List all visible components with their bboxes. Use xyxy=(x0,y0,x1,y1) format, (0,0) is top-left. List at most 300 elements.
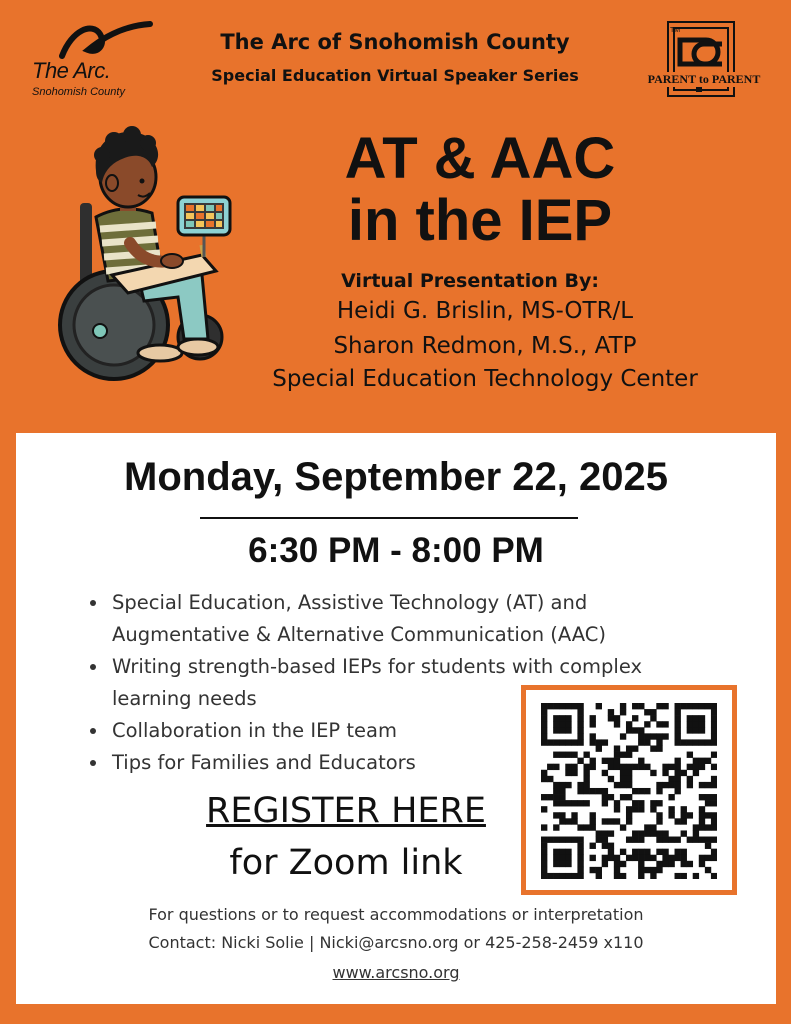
qr-module xyxy=(577,733,583,739)
qr-module xyxy=(565,739,571,745)
qr-module xyxy=(541,727,547,733)
event-title-line-2: in the IEP xyxy=(347,188,613,253)
qr-module xyxy=(571,800,577,806)
qr-module xyxy=(626,806,632,812)
qr-module xyxy=(693,703,699,709)
qr-module xyxy=(541,770,547,776)
qr-module xyxy=(547,776,553,782)
qr-module xyxy=(571,703,577,709)
qr-module xyxy=(711,703,717,709)
qr-module xyxy=(668,812,674,818)
qr-module xyxy=(565,855,571,861)
qr-module xyxy=(626,745,632,751)
qr-module xyxy=(565,721,571,727)
qr-module xyxy=(638,861,644,867)
qr-module xyxy=(602,837,608,843)
qr-module xyxy=(656,782,662,788)
qr-module xyxy=(675,855,681,861)
qr-module xyxy=(693,824,699,830)
zoom-link-note: for Zoom link xyxy=(229,843,463,883)
qr-module xyxy=(602,843,608,849)
qr-module xyxy=(577,758,583,764)
qr-module xyxy=(626,794,632,800)
qr-module xyxy=(541,776,547,782)
qr-module xyxy=(541,703,547,709)
arc-logo xyxy=(28,20,158,102)
qr-module xyxy=(711,709,717,715)
qr-module xyxy=(620,782,626,788)
qr-module xyxy=(583,788,589,794)
qr-module xyxy=(675,739,681,745)
qr-module xyxy=(553,764,559,770)
presenter-1: Heidi G. Brislin, MS-OTR/L xyxy=(336,298,634,324)
qr-module xyxy=(662,830,668,836)
qr-module xyxy=(656,867,662,873)
qr-module xyxy=(705,824,711,830)
presented-by-label: Virtual Presentation By: xyxy=(341,270,599,292)
qr-module xyxy=(577,782,583,788)
qr-module xyxy=(614,867,620,873)
qr-module xyxy=(620,794,626,800)
qr-module xyxy=(699,715,705,721)
qr-module xyxy=(614,782,620,788)
qr-module xyxy=(705,758,711,764)
qr-module xyxy=(644,849,650,855)
qr-module xyxy=(675,758,681,764)
event-time: 6:30 PM - 8:00 PM xyxy=(248,531,544,570)
qr-module xyxy=(596,867,602,873)
qr-module xyxy=(602,830,608,836)
qr-module xyxy=(571,812,577,818)
qr-module xyxy=(681,770,687,776)
qr-module xyxy=(541,721,547,727)
qr-module xyxy=(687,764,693,770)
qr-module xyxy=(650,867,656,873)
qr-module xyxy=(596,873,602,879)
qr-module xyxy=(687,703,693,709)
qr-module xyxy=(662,703,668,709)
qr-module xyxy=(687,727,693,733)
qr-module xyxy=(571,818,577,824)
qr-module xyxy=(590,812,596,818)
qr-module xyxy=(559,837,565,843)
qr-module xyxy=(644,830,650,836)
qr-module xyxy=(590,867,596,873)
qr-module xyxy=(553,715,559,721)
qr-module xyxy=(614,873,620,879)
qr-module xyxy=(650,715,656,721)
qr-module xyxy=(675,776,681,782)
qr-module xyxy=(559,794,565,800)
qr-module xyxy=(608,794,614,800)
qr-module xyxy=(644,733,650,739)
qr-module xyxy=(699,764,705,770)
qr-module xyxy=(656,861,662,867)
qr-module xyxy=(699,727,705,733)
qr-module xyxy=(656,830,662,836)
qr-module xyxy=(614,855,620,861)
event-details-panel xyxy=(16,433,776,1004)
qr-module xyxy=(693,715,699,721)
qr-module xyxy=(559,721,565,727)
qr-module xyxy=(699,739,705,745)
qr-module xyxy=(596,739,602,745)
qr-module xyxy=(644,855,650,861)
qr-module xyxy=(559,703,565,709)
footer-contact: Contact: Nicki Solie | Nicki@arcsno.org or 425-258-2459 x110 xyxy=(148,933,644,952)
qr-module xyxy=(571,837,577,843)
qr-module xyxy=(565,800,571,806)
qr-module xyxy=(705,703,711,709)
qr-module xyxy=(632,727,638,733)
qr-module xyxy=(626,782,632,788)
qr-module xyxy=(711,812,717,818)
topic-item: Collaboration in the IEP team xyxy=(88,715,648,747)
qr-module xyxy=(699,837,705,843)
qr-module xyxy=(626,770,632,776)
qr-module xyxy=(577,800,583,806)
qr-module xyxy=(559,727,565,733)
qr-module xyxy=(626,727,632,733)
qr-module xyxy=(705,837,711,843)
qr-module xyxy=(590,733,596,739)
qr-module xyxy=(705,800,711,806)
qr-module xyxy=(559,855,565,861)
qr-module xyxy=(711,721,717,727)
qr-module xyxy=(638,733,644,739)
qr-module xyxy=(687,812,693,818)
qr-module xyxy=(614,764,620,770)
qr-module xyxy=(711,739,717,745)
qr-module xyxy=(699,758,705,764)
qr-module xyxy=(608,830,614,836)
qr-module xyxy=(687,782,693,788)
qr-module xyxy=(571,764,577,770)
qr-module xyxy=(602,818,608,824)
qr-module xyxy=(559,849,565,855)
qr-module xyxy=(675,837,681,843)
qr-module xyxy=(711,855,717,861)
qr-module xyxy=(705,812,711,818)
qr-module xyxy=(699,703,705,709)
divider xyxy=(200,517,578,519)
qr-module xyxy=(553,727,559,733)
qr-module xyxy=(620,824,626,830)
qr-module xyxy=(644,709,650,715)
qr-module xyxy=(632,849,638,855)
qr-module xyxy=(602,770,608,776)
qr-module xyxy=(638,849,644,855)
qr-module xyxy=(650,830,656,836)
qr-module xyxy=(699,721,705,727)
qr-module xyxy=(693,721,699,727)
qr-module xyxy=(650,806,656,812)
qr-module xyxy=(596,788,602,794)
qr-module xyxy=(668,837,674,843)
qr-module xyxy=(644,824,650,830)
qr-module xyxy=(565,770,571,776)
qr-module xyxy=(662,721,668,727)
qr-module xyxy=(711,752,717,758)
qr-module xyxy=(632,806,638,812)
qr-module xyxy=(547,837,553,843)
qr-module xyxy=(583,824,589,830)
qr-module xyxy=(656,837,662,843)
qr-module xyxy=(711,764,717,770)
qr-module xyxy=(681,806,687,812)
qr-module xyxy=(626,812,632,818)
qr-module xyxy=(681,739,687,745)
qr-module xyxy=(693,770,699,776)
qr-module xyxy=(705,867,711,873)
qr-module xyxy=(681,812,687,818)
qr-module xyxy=(675,770,681,776)
qr-module xyxy=(675,733,681,739)
qr-module xyxy=(711,782,717,788)
qr-module xyxy=(638,830,644,836)
qr-module xyxy=(681,818,687,824)
qr-module xyxy=(638,703,644,709)
qr-module xyxy=(638,855,644,861)
qr-module xyxy=(608,758,614,764)
qr-module xyxy=(559,873,565,879)
qr-module xyxy=(590,721,596,727)
qr-module xyxy=(608,764,614,770)
qr-module xyxy=(547,739,553,745)
qr-module xyxy=(693,873,699,879)
qr-module xyxy=(632,715,638,721)
qr-module xyxy=(577,824,583,830)
qr-module xyxy=(553,752,559,758)
qr-module xyxy=(559,812,565,818)
qr-module xyxy=(693,764,699,770)
arc-logo-icon xyxy=(58,20,158,60)
qr-module xyxy=(638,800,644,806)
qr-module xyxy=(620,733,626,739)
qr-module xyxy=(571,873,577,879)
qr-module xyxy=(638,837,644,843)
qr-module xyxy=(590,788,596,794)
qr-module xyxy=(608,843,614,849)
qr-module xyxy=(668,855,674,861)
qr-module xyxy=(565,752,571,758)
qr-module xyxy=(662,733,668,739)
arc-logo-name: The Arc. xyxy=(32,58,111,83)
qr-module xyxy=(565,703,571,709)
qr-module xyxy=(614,745,620,751)
qr-module xyxy=(656,800,662,806)
qr-module xyxy=(675,788,681,794)
qr-module xyxy=(602,861,608,867)
qr-module xyxy=(559,861,565,867)
qr-module xyxy=(681,849,687,855)
qr-module xyxy=(650,709,656,715)
qr-module xyxy=(590,818,596,824)
qr-module xyxy=(656,721,662,727)
qr-module xyxy=(620,861,626,867)
presenter-organization: Special Education Technology Center xyxy=(272,366,698,392)
qr-module xyxy=(620,873,626,879)
qr-module xyxy=(711,818,717,824)
qr-module xyxy=(553,782,559,788)
qr-module xyxy=(577,837,583,843)
qr-module xyxy=(626,764,632,770)
organization-title: The Arc of Snohomish County xyxy=(220,30,570,54)
qr-module xyxy=(632,855,638,861)
qr-module xyxy=(693,758,699,764)
qr-code-icon xyxy=(541,703,717,879)
qr-module xyxy=(711,727,717,733)
qr-module xyxy=(662,849,668,855)
qr-module xyxy=(602,788,608,794)
qr-module xyxy=(559,788,565,794)
qr-module xyxy=(656,812,662,818)
qr-module xyxy=(650,855,656,861)
qr-module xyxy=(675,849,681,855)
qr-module xyxy=(687,715,693,721)
qr-module xyxy=(596,837,602,843)
qr-module xyxy=(577,843,583,849)
qr-module xyxy=(577,867,583,873)
qr-module xyxy=(632,764,638,770)
qr-module xyxy=(650,745,656,751)
qr-module xyxy=(632,837,638,843)
qr-module xyxy=(675,873,681,879)
topic-item: Special Education, Assistive Technology (AT) and Augmentative & Alternative Communication (AAC) xyxy=(88,587,648,651)
qr-module xyxy=(577,873,583,879)
qr-module xyxy=(675,703,681,709)
register-link[interactable]: REGISTER HERE xyxy=(206,791,486,831)
qr-module xyxy=(662,855,668,861)
qr-module xyxy=(590,855,596,861)
qr-module xyxy=(632,788,638,794)
website-link[interactable]: www.arcsno.org xyxy=(332,963,460,982)
qr-module xyxy=(541,715,547,721)
qr-module xyxy=(608,855,614,861)
qr-module xyxy=(632,800,638,806)
qr-module xyxy=(687,752,693,758)
qr-module xyxy=(553,739,559,745)
qr-module xyxy=(590,764,596,770)
qr-module xyxy=(662,837,668,843)
qr-module xyxy=(650,800,656,806)
qr-module xyxy=(571,752,577,758)
qr-module xyxy=(614,715,620,721)
qr-module xyxy=(693,739,699,745)
qr-module xyxy=(693,727,699,733)
qr-module xyxy=(656,818,662,824)
qr-module xyxy=(577,721,583,727)
qr-module xyxy=(626,752,632,758)
qr-module xyxy=(656,733,662,739)
qr-module xyxy=(620,703,626,709)
qr-module xyxy=(614,800,620,806)
qr-module xyxy=(656,703,662,709)
qr-module xyxy=(608,709,614,715)
qr-module xyxy=(577,788,583,794)
qr-module xyxy=(541,733,547,739)
qr-module xyxy=(559,800,565,806)
qr-module xyxy=(565,818,571,824)
qr-module xyxy=(699,818,705,824)
qr-module xyxy=(711,800,717,806)
qr-module xyxy=(705,794,711,800)
qr-module xyxy=(565,727,571,733)
qr-module xyxy=(632,745,638,751)
qr-module xyxy=(638,806,644,812)
qr-module xyxy=(626,776,632,782)
qr-module xyxy=(614,721,620,727)
qr-module xyxy=(577,739,583,745)
qr-module xyxy=(583,776,589,782)
qr-module xyxy=(559,818,565,824)
qr-module xyxy=(662,770,668,776)
qr-module xyxy=(687,721,693,727)
qr-module xyxy=(577,861,583,867)
qr-module xyxy=(553,703,559,709)
qr-module xyxy=(711,849,717,855)
qr-module xyxy=(711,794,717,800)
qr-module xyxy=(681,873,687,879)
qr-module xyxy=(705,855,711,861)
qr-module xyxy=(675,727,681,733)
qr-module xyxy=(711,837,717,843)
qr-module xyxy=(638,739,644,745)
qr-module xyxy=(675,721,681,727)
parent-to-parent-logo xyxy=(630,18,780,102)
qr-module xyxy=(638,727,644,733)
qr-module xyxy=(577,703,583,709)
qr-module xyxy=(644,721,650,727)
qr-module xyxy=(620,776,626,782)
qr-module xyxy=(711,824,717,830)
qr-module xyxy=(620,709,626,715)
qr-module xyxy=(662,764,668,770)
event-title-line-1: AT & AAC xyxy=(344,126,616,191)
qr-module xyxy=(675,782,681,788)
qr-module xyxy=(656,745,662,751)
qr-module xyxy=(644,739,650,745)
qr-module xyxy=(590,715,596,721)
qr-module xyxy=(596,703,602,709)
qr-module xyxy=(590,824,596,830)
topic-item: Writing strength-based IEPs for students with complex learning needs xyxy=(88,651,648,715)
qr-module xyxy=(583,782,589,788)
qr-module xyxy=(699,812,705,818)
qr-module xyxy=(547,703,553,709)
qr-module xyxy=(626,855,632,861)
qr-module xyxy=(650,824,656,830)
qr-module xyxy=(620,752,626,758)
qr-module xyxy=(553,837,559,843)
qr-module xyxy=(699,861,705,867)
qr-module xyxy=(541,739,547,745)
qr-module xyxy=(608,818,614,824)
qr-module xyxy=(632,830,638,836)
qr-module xyxy=(638,873,644,879)
qr-module xyxy=(687,739,693,745)
parent-to-parent-logo-text: PARENT to PARENT xyxy=(634,72,774,87)
qr-module xyxy=(541,837,547,843)
qr-module xyxy=(559,782,565,788)
qr-module xyxy=(693,837,699,843)
qr-module xyxy=(583,764,589,770)
qr-module xyxy=(620,764,626,770)
qr-module xyxy=(590,843,596,849)
qr-module xyxy=(565,861,571,867)
qr-module xyxy=(577,855,583,861)
qr-module xyxy=(559,715,565,721)
